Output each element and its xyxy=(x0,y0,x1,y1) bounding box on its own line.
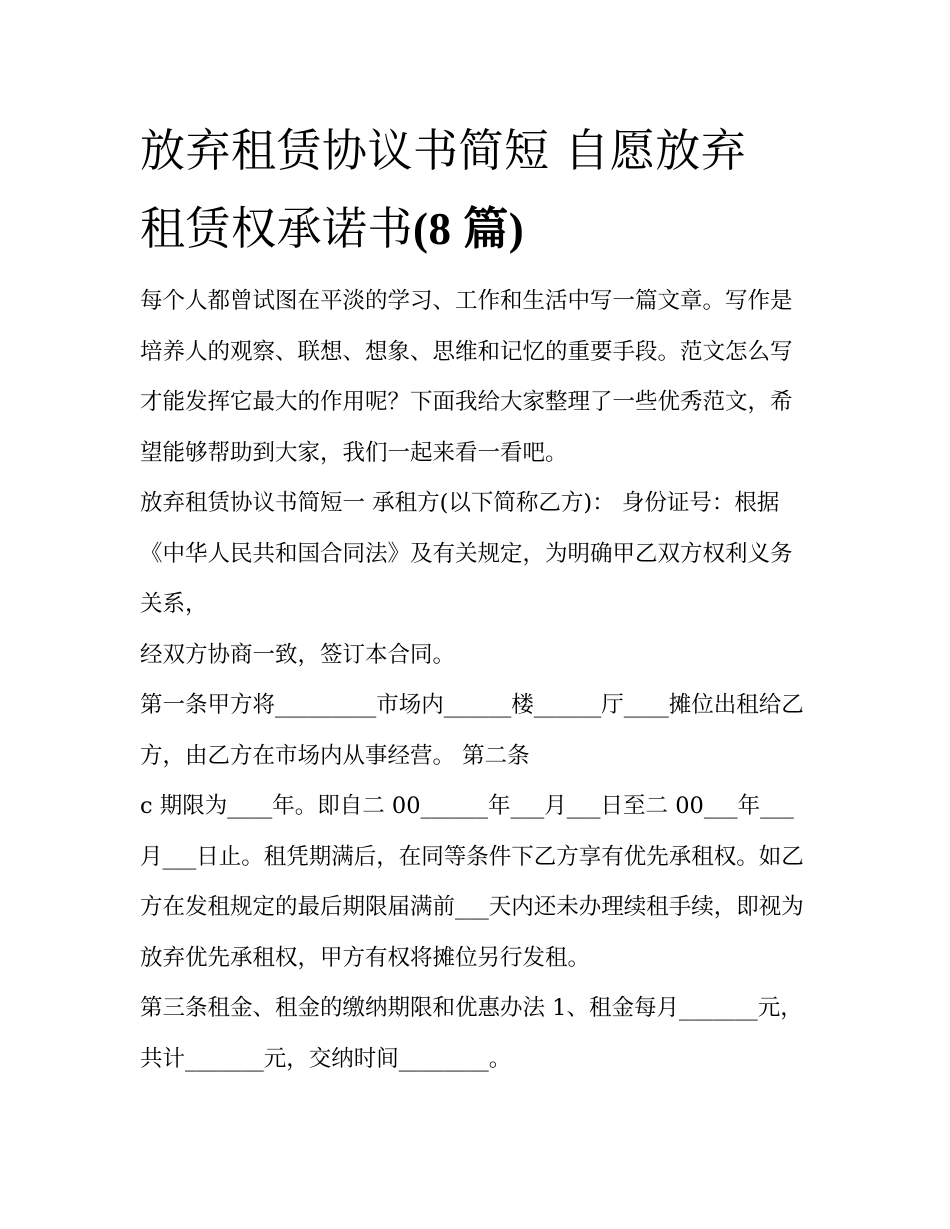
article-2-paragraph: c 期限为____年。即自二 00______年___月___日至二 00___年___月___日止。租凭期满后，在同等条件下乙方享有优先承租权。如乙方在发租规定的最后期限届满前___天内还未办理续租手续，即视为放弃优先承租权，甲方有权将摊位另行发租。 xyxy=(140,793,804,971)
title-line-1: 放弃租赁协议书简短 自愿放弃 xyxy=(140,124,747,177)
lessee-paragraph: 放弃租赁协议书简短一 承租方(以下简称乙方)： 身份证号：根据《中华人民共和国合同法》及有关规定，为明确甲乙双方权利义务关系， xyxy=(140,490,793,617)
title-line-2-text: 租赁权承诺书 xyxy=(140,202,414,255)
agreement-paragraph: 经双方协商一致，签订本合同。 xyxy=(140,641,456,668)
title-line-2-count: (8 篇) xyxy=(413,204,525,254)
document-content xyxy=(140,112,812,1084)
document-body xyxy=(140,276,812,1084)
article-1-paragraph: 第一条甲方将_________市场内______楼______厅____摊位出租给乙方，由乙方在市场内从事经营。 第二条 xyxy=(140,692,804,769)
document-title xyxy=(140,112,812,268)
article-3-paragraph: 第三条租金、租金的缴纳期限和优惠办法 1、租金每月_______元，共计_______元，交纳时间________。 xyxy=(140,995,803,1072)
intro-paragraph: 每个人都曾试图在平淡的学习、工作和生活中写一篇文章。写作是培养人的观察、联想、想象、思维和记忆的重要手段。范文怎么写才能发挥它最大的作用呢？下面我给大家整理了一些优秀范文，希望能够帮助到大家，我们一起来看一看吧。 xyxy=(140,288,793,466)
